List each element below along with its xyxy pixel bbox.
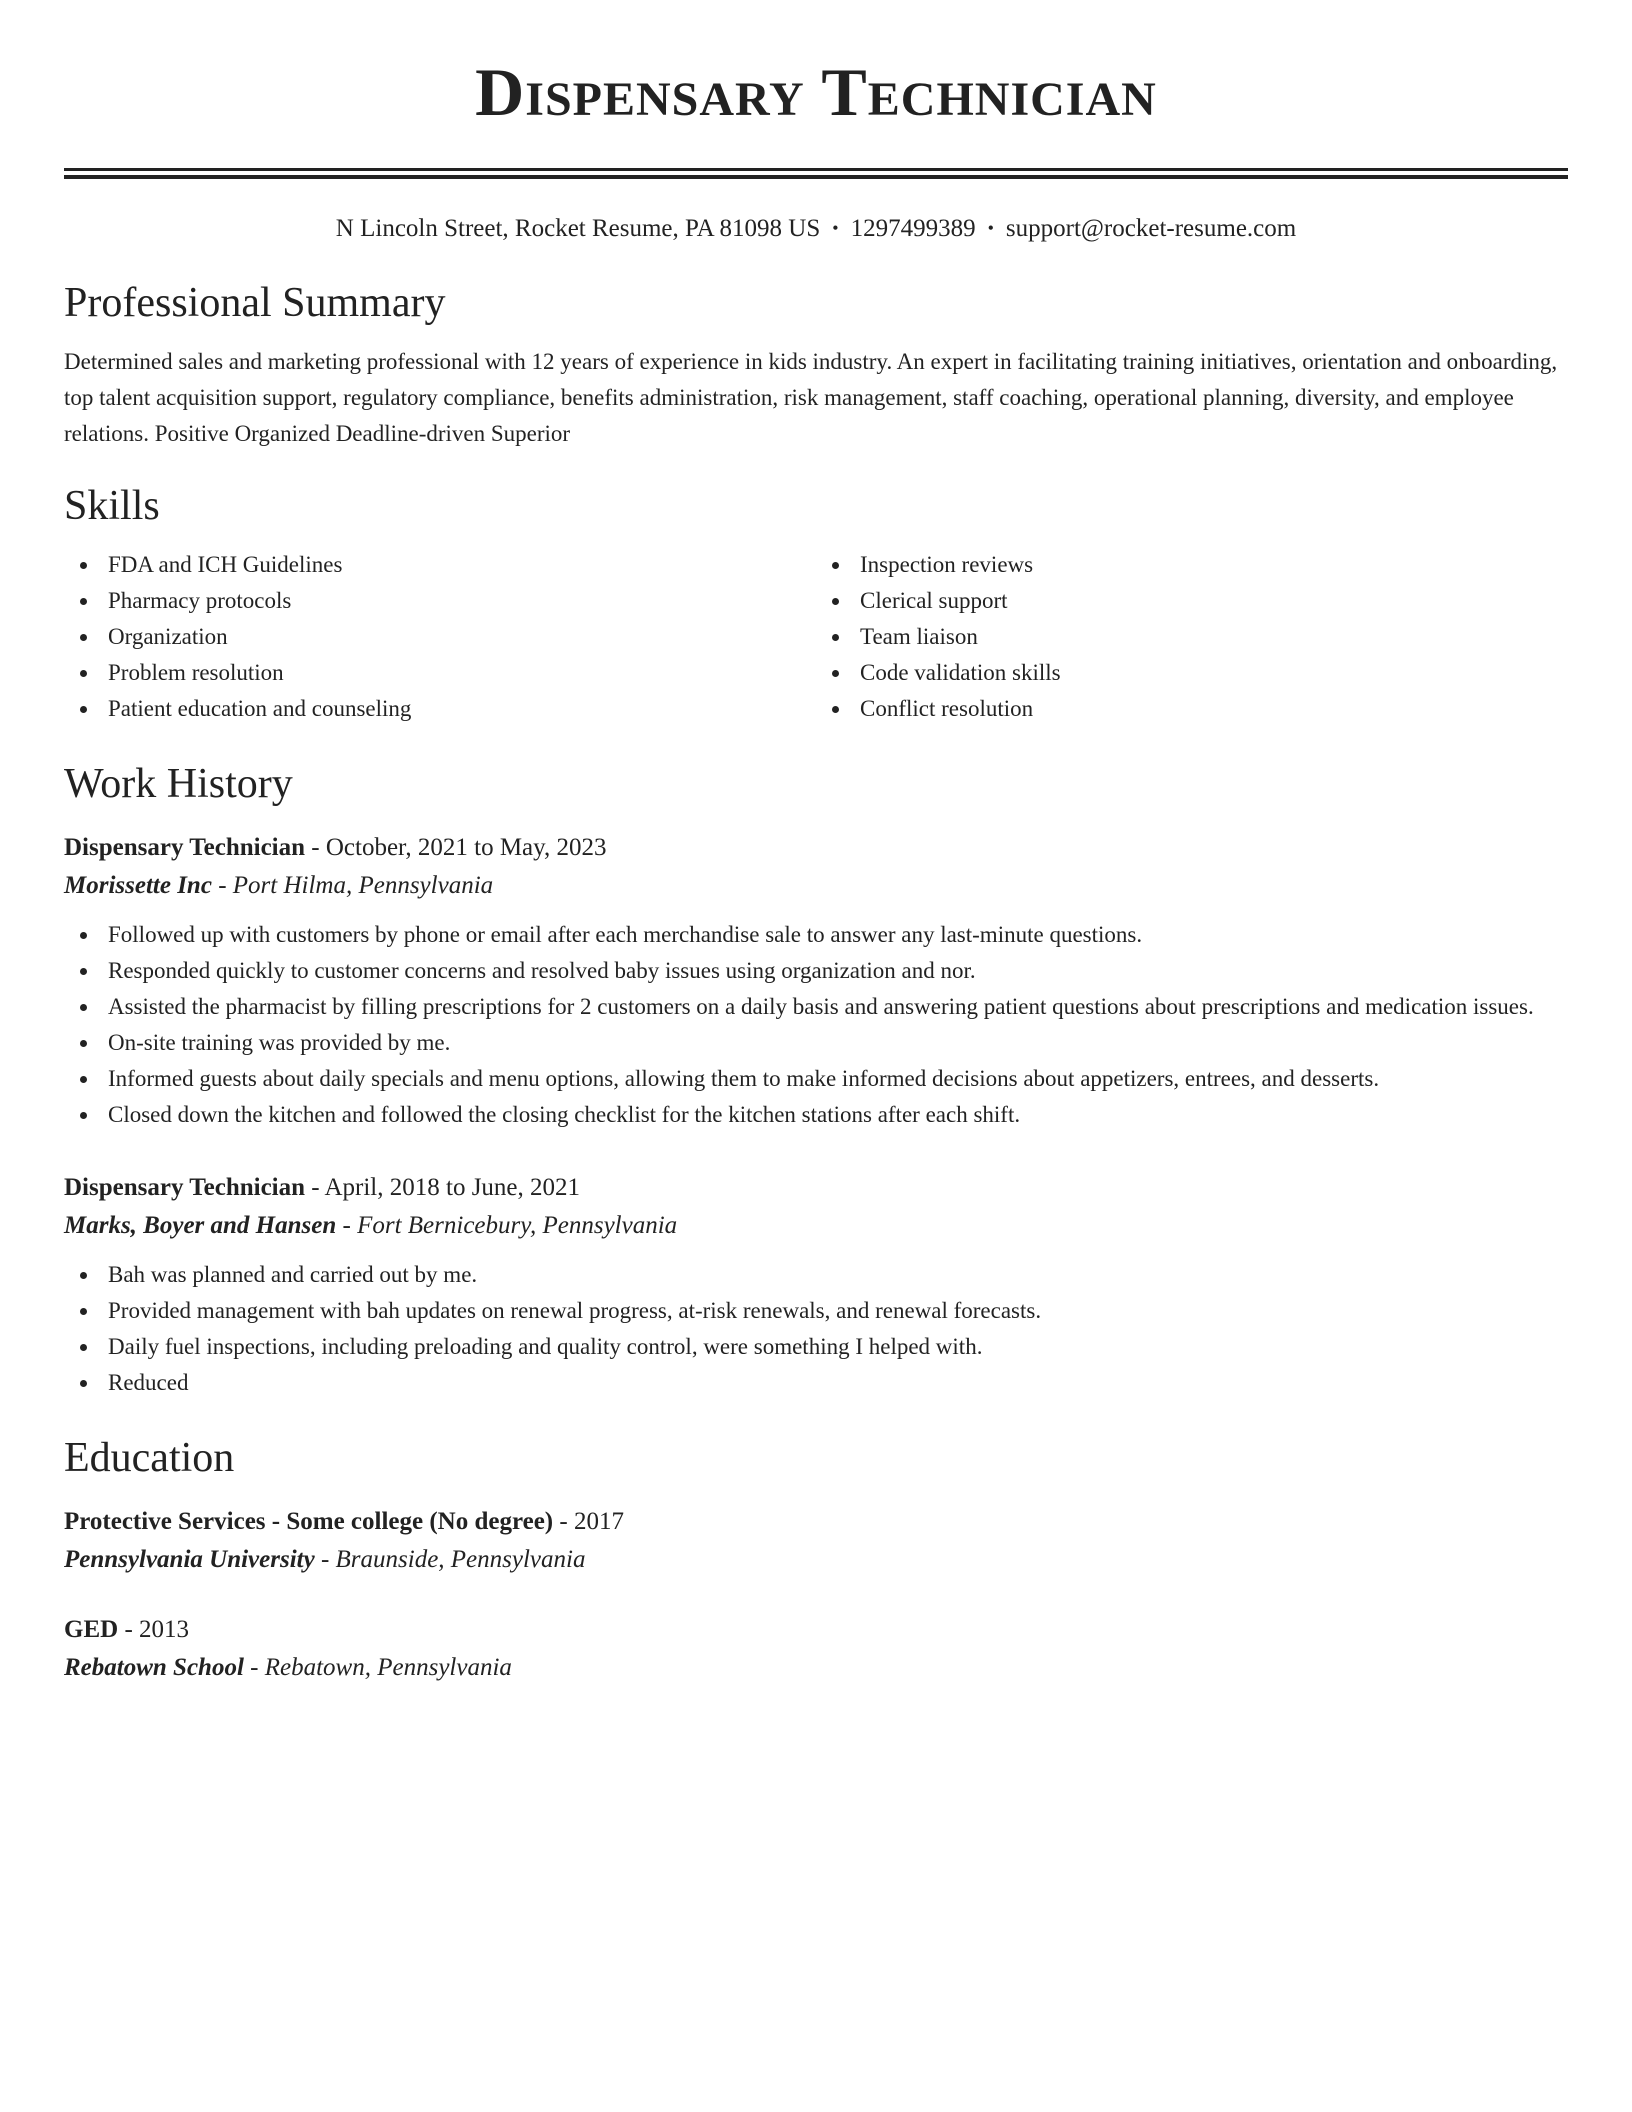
education-school: Rebatown School: [64, 1654, 244, 1681]
skill-item: Clerical support: [860, 583, 1568, 619]
skill-item: Code validation skills: [860, 655, 1568, 691]
skill-item: Team liaison: [860, 619, 1568, 655]
contact-address: N Lincoln Street, Rocket Resume, PA 81098 US: [335, 215, 821, 242]
contact-phone: 1297499389: [850, 215, 976, 242]
job-company: Marks, Boyer and Hansen: [64, 1212, 337, 1239]
job-location: - Fort Bernicebury, Pennsylvania: [336, 1212, 678, 1239]
job-bullet: Followed up with customers by phone or email after each merchandise sale to answer any last-minute questions.: [108, 917, 1568, 953]
education-year: - 2013: [118, 1616, 190, 1643]
job-heading: [64, 1169, 1568, 1207]
job-bullet: Closed down the kitchen and followed the closing checklist for the kitchen stations after each shift.: [108, 1097, 1568, 1133]
contact-email: support@rocket-resume.com: [1005, 215, 1297, 242]
job-heading: [64, 829, 1568, 867]
job-bullets: [64, 1257, 1568, 1401]
education-location: - Rebatown, Pennsylvania: [243, 1654, 512, 1681]
job-dates: - April, 2018 to June, 2021: [305, 1174, 581, 1201]
skill-item: Problem resolution: [108, 655, 816, 691]
education-entry: [64, 1503, 1568, 1579]
job-role: Dispensary Technician: [64, 834, 306, 861]
resume-name: Dispensary Technician: [475, 54, 1157, 130]
skill-item: Inspection reviews: [860, 547, 1568, 583]
skill-item: Conflict resolution: [860, 691, 1568, 727]
education-year: - 2017: [553, 1508, 624, 1535]
education-entry: [64, 1611, 1568, 1687]
summary-text: Determined sales and marketing professional with 12 years of experience in kids industry. An expert in facilitating training initiatives, orientation and onboarding, top talent acquisition support, regulatory compliance, benefits administration, risk management, staff coaching, operational planning, diversity, and employee relations. Positive Organized Deadline-driven Superior: [64, 349, 1558, 446]
job-location: - Port Hilma, Pennsylvania: [211, 872, 494, 899]
job-bullet: Informed guests about daily specials and menu options, allowing them to make informed decisions about appetizers, entrees, and desserts.: [108, 1061, 1568, 1097]
section-title-skills: Skills: [64, 483, 160, 529]
education-school-line: [64, 1541, 1568, 1579]
education-degree: GED: [64, 1616, 119, 1643]
skill-item: Patient education and counseling: [108, 691, 816, 727]
skills-grid: [64, 547, 1568, 727]
job-bullet: Daily fuel inspections, including preloading and quality control, were something I helped with.: [108, 1329, 1568, 1365]
job-bullet: Reduced: [108, 1365, 1568, 1401]
job-entry: [64, 829, 1568, 1133]
job-entry: [64, 1169, 1568, 1401]
skill-item: Pharmacy protocols: [108, 583, 816, 619]
job-role: Dispensary Technician: [64, 1174, 306, 1201]
job-employer: [64, 867, 1568, 905]
section-title-work-history: Work History: [64, 761, 293, 807]
section-title-summary: Professional Summary: [64, 280, 446, 326]
education-location: - Braunside, Pennsylvania: [314, 1546, 586, 1573]
education-school: Pennsylvania University: [64, 1546, 315, 1573]
skills-column-left: [64, 547, 816, 727]
job-bullet: Provided management with bah updates on renewal progress, at-risk renewals, and renewal forecasts.: [108, 1293, 1568, 1329]
skill-item: Organization: [108, 619, 816, 655]
job-bullet: Bah was planned and carried out by me.: [108, 1257, 1568, 1293]
job-employer: [64, 1207, 1568, 1245]
education-heading: [64, 1503, 1568, 1541]
education-school-line: [64, 1649, 1568, 1687]
job-company: Morissette Inc: [64, 872, 212, 899]
skill-item: FDA and ICH Guidelines: [108, 547, 816, 583]
education-degree: Protective Services - Some college (No degree): [64, 1508, 554, 1535]
skills-column-right: [816, 547, 1568, 727]
contact-separator: •: [832, 218, 839, 238]
header-double-rule: [64, 168, 1568, 179]
contact-separator: •: [987, 218, 994, 238]
section-title-education: Education: [64, 1435, 235, 1481]
contact-line: [64, 213, 1568, 244]
job-dates: - October, 2021 to May, 2023: [305, 834, 607, 861]
education-heading: [64, 1611, 1568, 1649]
job-bullet: Assisted the pharmacist by filling prescriptions for 2 customers on a daily basis and answering patient questions about prescriptions and medication issues.: [108, 989, 1568, 1025]
job-bullet: Responded quickly to customer concerns and resolved baby issues using organization and nor.: [108, 953, 1568, 989]
job-bullets: [64, 917, 1568, 1133]
job-bullet: On-site training was provided by me.: [108, 1025, 1568, 1061]
